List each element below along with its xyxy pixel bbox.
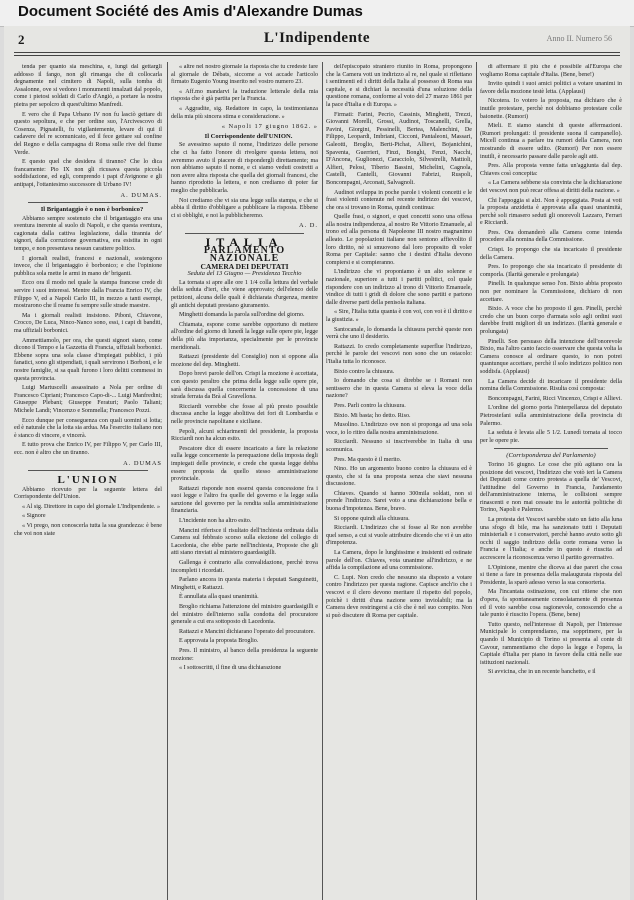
article-paragraph: « La Camera sebbene sia convinta che la dichiarazione dei vescovi non può recar offesa ai diritti della nazione. »: [480, 180, 622, 194]
article-paragraph: Invito quindi i suoi amici politici a votare unanimi in favore della mozione testè letta. (Applausi): [480, 81, 622, 95]
article-paragraph: Abbiamo sempre sostenuto che il brigantaggio era una sventura inerente al suolo di Napoli, e che questa sventura, cagionata dalla cattiva legislazione, dalla tirannia de' signori, dalla corruzione governativa, era esistita in ogni tempo, e non presentava nessun carattere politico.: [14, 215, 162, 253]
article-paragraph: Minghetti domanda la parola sull'ordine del giorno.: [179, 312, 305, 319]
column-4: [480, 64, 622, 900]
article-paragraph: Io domando che cosa si direbbe se i Romani non sentissero che in questa Camera si eleva la voce della nazione?: [326, 378, 472, 400]
article-paragraph: La tornata si apre alle ore 1 1/4 colla lettura del verbale della seduta d'ieri, che viene approvato; dell'elenco delle petizioni, alcuna delle quali è dichiarata d'urgenza, mentre gli antichi deputati prestano giuramento.: [171, 279, 318, 309]
column-divider: [476, 62, 477, 900]
section-heading-italia: ITALIA: [205, 234, 284, 249]
section-heading-union: L'UNION: [57, 474, 119, 487]
article-paragraph: Pres. Ma questo è il merito.: [334, 456, 402, 463]
article-paragraph: Pres. Il ministro, al banco della presidenza la seguente mozione:: [171, 647, 318, 662]
article-paragraph: Ricciardi. L'indirizzo che si fosse al Re non avrebbe quel senso, a cui si vuole attribuire dicendo che vi è un atto d'impotenza.: [326, 525, 472, 547]
article-paragraph: Pres. Ora domanderò alla Camera come intenda procedere alla nomina della Commissione.: [480, 229, 622, 244]
article-divider: [28, 202, 148, 203]
article-paragraph: « Aggradite, sig. Redattore in capo, la testimonianza della mia più sincera stima e considerazione. »: [171, 105, 318, 120]
article-paragraph: Chi l'appoggia si alzi. Non è appoggiata. Posta ai voti la proposta anzidetta è approvata alla quasi unanimità, perchè soli rimasero seduti gli onorevoli Lazzaro, Ferrari e Ricciardi.: [480, 197, 622, 227]
archive-banner-title: Document Société des Amis d'Alexandre Dumas: [18, 3, 363, 20]
article-paragraph: Tutto questo, nell'interesse di Napoli, per l'interesse Municipale lo comprendiamo, ma sopprimere, per la quando il Municipio di Torino si presenta al conte di Cavour, rammentiamo che dopo la legge e l'opera, la Capitale d'Italia per piano in favore della città nelle sue istituzioni nazionali.: [480, 621, 622, 666]
column-2: [171, 64, 318, 900]
column-divider: [167, 62, 168, 900]
article-paragraph: « Signore: [22, 513, 46, 520]
article-paragraph: « Aff.mo mandarvi la traduzione letterale della mia risposta che è già partita per la Francia.: [171, 88, 318, 103]
article-paragraph: Chiaves. Quando si hanno 300mila soldati, non si prende l'indirizzo. Sarei voto a una dichiarazione bella e buona d'impotenza. Bene, bravo.: [326, 490, 472, 513]
newspaper-page: [4, 26, 630, 900]
article-paragraph: « Sire, l'Italia tutta quanta è con voi, con voi è il diritto e la giustizia. »: [326, 309, 472, 323]
article-paragraph: Bixio contro la chiusura.: [334, 368, 395, 375]
article-paragraph: E tutto prova che Enrico IV, per Filippo V, per Carlo III, ecc. non è altro che un tiranno.: [14, 442, 162, 456]
article-paragraph: Torino 16 giugno. Le cose che più agitano ora la posizione dei vescovi, l'indirizzo che votò ieri la Camera dei Deputati come contro protesta a quella de' Vescovi, l'attitudine del Governo in Francia, l'andamento dell'amministrazione interna, le collisioni sempre rinascenti e non mai cessate tra le autorità politiche di Torino, Napoli e Palermo.: [480, 461, 622, 514]
article-paragraph: Noi crediamo che vi sia una legge sulla stampa, e che si abbia il diritto d'obbligare a pubblicare la risposta. Ebbene ci si obblighi, e noi la pubblicheremo.: [171, 197, 318, 219]
article-paragraph: L'ordine del giorno porta l'interpellanza del deputato Pietrostefani sulla amministrazione della provincia di Palermo.: [480, 405, 622, 427]
article-paragraph: « altre nel nostro giornale la risposta che tu credeste fare al giornale de Débats, siccome a voi accade l'articolo firmato Eugenio Young inserito nel vostro numero 23.: [171, 64, 318, 86]
article-paragraph: Luigi Martuscelli assassinato a Nola per ordine di Francesco Cipriani; Francesco Capo-di-... Luigi Manfredini; Giuseppe Plebani; Giuseppe Feraturi; Paolo Taliani; Michele Landi; Vincenzo e Sommella; Francesco Pozzi.: [14, 385, 162, 414]
section-subheading-camera: CAMERA DEI DEPUTATI: [200, 261, 289, 271]
article-paragraph: Ricciardi vorrebbe che fosse al più presto possibile discussa anche la legge abolitiva dei fori di Lombardia e nelle provincie napolitane e siciliane.: [171, 403, 318, 425]
article-paragraph: Nino. Ho un argomento buono contro la chiusura ed è questo, che si fa una proposta senza che siavi nessuna discussione.: [326, 466, 472, 488]
article-paragraph: Musolino. L'indirizzo ove non si proponga ad una sola voce, io lo ritiro dalla nostra amministrazione.: [326, 422, 472, 436]
article-paragraph: Rattazzi risponde non essersi questa concessione fra i suoi legge e l'altro fra quelle del governo e la legge sulla sanzione del governo per la rendita sulla amministrazione finanziaria.: [171, 485, 318, 515]
article-paragraph: La Camera decide di incaricare il presidente della nomina della Commissione. Risulta così composta:: [480, 378, 622, 393]
article-paragraph: Mancini riferisce il risultato dell'inchiesta ordinata dalla Camera sul febbraio scorso sulla elezione del collegio di Lacedonia, che ebbe parte nell'inchiesta, Proposte che gli atti siano rinviati al ministero guardasigilli.: [171, 527, 318, 557]
article-signature: A. D.: [298, 222, 318, 230]
article-paragraph: L'incidente non ha altro esito.: [179, 518, 252, 525]
corner-note: Anno II. Numero 56: [546, 34, 612, 43]
article-paragraph: Santocanale, lo domanda la chiusura perchè queste non verrà che uno il desiderio.: [326, 326, 472, 341]
article-paragraph: La seduta è levata alle 5 1/2. Lunedì tornata al tocco per le opere pie.: [480, 430, 622, 444]
article-paragraph: C. Lupi. Non credo che nessuno sia disposto a votare contro l'indirizzo per questa ragione. Capisce anch'io che i vescovi e il clero devono meritare il rispetto del popolo, poichè i diritti d'una nazione sono inviolabili; ma la Camera deve restringersi a ciò che è nel suo compito. Non si può discutere di Roma per capitale.: [326, 574, 472, 619]
article-paragraph: Ecco ora il modo nel quale la stampa francese crede di servire i suoi interessi. Mentre dalla Francia Enrico IV, che Filippo V, ed a Napoli Carlo III, in mezzo a tanti esempi, mostrarono che il reame fu sempre sulle strade maestre.: [14, 280, 162, 310]
article-paragraph: Si oppone quindi alla chiusura.: [334, 515, 410, 522]
article-paragraph: Pres. Alla proposta venne fatta un'aggiunta dal dep. Chiaves così concepita:: [480, 163, 622, 177]
article-paragraph: Pres. Io propongo che sia incaricato il presidente di comporla. (Ilarità generale e prolungata): [480, 264, 622, 278]
article-paragraph: La Camera, dopo le lunghissime e insistenti ed ostinate parole dell'on. Chiaves, vota unanime all'indirizzo, e ne affida la compilazione ad una commissione.: [326, 550, 472, 572]
article-paragraph: Ma l'incantata ostinazione, con cui ritiene che non d'opera, fa spontaneamente consolatamente di presenza ed il voto sarebbe cosa ragionevole, conoscendo che a tale punto è riuscito l'opera. (Bene, bene): [480, 589, 622, 619]
article-paragraph: di affermare il più che è possibile all'Europa che vogliamo Roma capitale d'Italia. (Bene, bene!): [480, 64, 622, 78]
column-1: [14, 64, 162, 900]
article-paragraph: « I sottoscritti, il fine di una dichiarazione: [179, 665, 282, 672]
archive-banner: [0, 0, 634, 27]
article-paragraph: L'indirizzo che vi proponiamo è un alto solenne e nazionale, superiore a tutti i partiti politici, col quale rispondere con un indirizzo al trono di Vittorio Emanuele, vindice di tutti i gridi di dolore che sono partiti e partono dalle diverse parti della penisola italiana.: [326, 269, 472, 306]
article-paragraph: Rattazzi (presidente del Consiglio) non si oppone alla mozione del dep. Minghetti.: [171, 354, 318, 368]
article-paragraph: « Vi prego, non conoscerla tutta la sua grandezza: è bene che voi non siate: [14, 523, 162, 537]
page-number: 2: [18, 32, 25, 47]
article-paragraph: Nicotera. Io votero la proposta, ma dichiaro che è inutile protestare, perchè noi dobbiamo protestare colle baionette. (Rumori): [480, 98, 622, 120]
article-paragraph: Boncompagni, Farini, Ricci Vincenzo, Crispi e Allievi.: [488, 395, 622, 402]
article-paragraph: Abbiamo ricevuto per la seguente lettera del Corrispondente dell'Union.: [14, 486, 162, 501]
article-paragraph: Pres. Parli contro la chiusura.: [334, 402, 406, 409]
article-paragraph: E questo quel che desidera il tiranno? Che lo dica francamente: Pio IX non gli ricusava questa piccola soddisfazione, ed egli, comprendo i papi d'Avignone e gli antipapi, l'ottantesimo successore di Urbano IV!: [14, 159, 162, 188]
article-paragraph: È annullata alla quasi unanimità.: [179, 594, 259, 601]
article-paragraph: Ma i giornali realisti insistono. Piboni, Chiavone, Crocco, De Luca, Ninco-Nanco sono, essi, i capi di banditi, ma uffiziali borbonici.: [14, 312, 162, 334]
article-paragraph: Broglio richiama l'attenzione del ministro guardasigilli e del ministro dell'interno sulla condotta del procuratore generale a cui era sottoposto di Lacedonia.: [171, 604, 318, 626]
article-paragraph: Si avvicina, che in un recente banchetto, e il: [488, 669, 596, 676]
article-signature: A. DUMAS: [123, 459, 162, 467]
article-paragraph: I giornali realisti, francesi e nazionali, sostengono invece, che il brigantaggio è borbonico; e che l'opinione pubblica sola mette le armi in mano de' briganti.: [14, 255, 162, 277]
article-paragraph: Gallenga è contrario alla convalidazione, perchè trova incompleti i ricordati.: [171, 560, 318, 574]
column-divider: [322, 62, 323, 900]
article-paragraph: Crispi. Io propongo che sia incaricato il presidente della Camera.: [480, 247, 622, 261]
article-paragraph: Quelle frasi, o signori, e quei concetti sono una offesa alla nostra indipendenza, al nostro Re Vittorio Emanuele, al trono ed alla persona di Napoleone III nostro magnanimo alleato. Le popolazioni italiane non sentono affievolito il loro diritto, nè si smuovono dal loro proposito di voler Roma per Capitale: sanno che i destini d'Italia devono compiersi e si compieranno.: [326, 214, 472, 266]
article-paragraph: Parlano ancora in questa materia i deputati Sanguinetti, Minghetti, e Rattazzi.: [171, 577, 318, 591]
letter-date: « Napoli 17 giugno 1862. »: [221, 123, 318, 131]
article-paragraph: Firmati: Farini, Pecrio, Cassinis, Minghetti, Trezzi, Giovanni Morelli, Grossi, Audinot, Toscanelli, Grella, Pavini, Giorgini, Pessinelli, Bertea, Malenchini, De Filippo, Leopardi, Imbriani, Cicconi, Pantaleoni, Massari, Galeotti, Broglio, Berti-Pichat, Allievi, Bojanichini, Spaventa, Guerrieri, Finzi, Bonghi, Fenzi, Nacchi, D'Ancona, Guglionezi, Caracciolo, Silvestrelli, Mattioli, Alfieri, Pelosi, Tiberio Bassini, Michelini, Cagnola, Castelli, Cantelli, Giovanni Fabrizi, Ruspoli, Boncompagni, Arconati, Salvagnoli.: [326, 111, 472, 186]
article-paragraph: Pinelli. Son persuaso della intenzione dell'onorevole Bixio, ma l'altro canto faccio osservare che questa volta la Camera conosce al ordinare questo, io non potrei quantunque accettare, perchè il solo indirizzo politico non soddisfa. (Applausi): [480, 338, 622, 375]
article-paragraph: dell'episcopato straniero riunito in Roma, propongono che la Camera voti un indirizzo al re, nel quale si riflettano i sentimenti ed i diritti della Italia al possesso di Roma sua capitale, e si dichiari la necessità d'una soluzione della questione romana, conforme al voto del 27 marzo 1861 per la pace d'Italia e di Europa. »: [326, 64, 472, 108]
article-paragraph: L'Opinione, mentre che diceva ai due pareri che cosa si tiene a fare in presenza della malaugurata risposta del Presidente, la sparò adesso verso la sua consorteria.: [480, 564, 622, 586]
column-3: [326, 64, 472, 900]
session-line: Seduta del 13 Giugno — Presidenza Tecchio: [187, 270, 302, 278]
article-paragraph: Se avessimo saputo il nome, l'indirizzo delle persone che ci ha fatto l'onore di rivolgere questa lettera, noi avremmo avuto il piacere di rispondergli direttamente; ma non abbiamo saputo il nome, e ci siamo veduti costretti a non avere altra risposta che quella dei giornali francesi, che hanno riprodotto la lettera, e non crediamo di poter far meglio che pubblicarla.: [171, 142, 318, 194]
article-title: Il Brigantaggio è o non è borbonico?: [40, 206, 144, 214]
article-paragraph: tenda per quanto sia meschina, e, lungi dal gettargli addosso il fango, non gli rimanga che di collocarla degnamente nel cimitero di Napoli, sulla tomba di Assalonne, ove si vedono i monumenti innalzati dal popolo, come i pietosi soldati di Carlo d'Angiò, a portare la nostra pietra per sepolcro di quest'ultimo Manfredi.: [14, 64, 162, 108]
article-divider: [185, 233, 304, 234]
masthead: L'Indipendente: [263, 30, 371, 46]
article-signature: A. DUMAS.: [120, 191, 162, 199]
article-paragraph: Ecco dunque per conseguenza con quali uomini si lotta; ed è naturale che la lotta sia ardua. Ma l'esercito italiano non è stanco di vincere, e vincerà.: [14, 417, 162, 439]
header-rule-secondary: [14, 55, 620, 56]
article-paragraph: Ricciardi. Nessuno si inscriverebbe in Italia di una scomunica.: [326, 439, 472, 453]
article-divider: [494, 448, 608, 449]
article-paragraph: Audinot sviluppa in poche parole i violenti concetti e le frasi violenti contenute nel recente indirizzo dei vescovi, che ora si trovano in Roma, quindi continua:: [326, 189, 472, 211]
article-paragraph: La protesta dei Vescovi sarebbe stato un fatto alla luna una sfogo di bile, ma ha sanzionato tutti i Deputati ministeriali e i conservatori, perchè hanno avuto sotto gli occhi il saggio indirizzo della corte romana verso la Francia e l'Italia; e anche in questo è riuscita ad accrescere la riconoscenza verso il partito governativo.: [480, 517, 622, 562]
article-paragraph: Chiamata, espone come sarebbe opportuno di mettere all'ordine del giorno di lunedì la legge sulle opere pie, legge della più alta importanza, specialmente per le provincie meridionali.: [171, 321, 318, 351]
article-paragraph: Rattazzi. Io credo completamente superflue l'indirizzo, perchè le parole dei vescovi non sono che un ostacolo: l'Italia tutta lo riconosce.: [326, 343, 472, 365]
article-paragraph: E approvata la proposta Broglio.: [179, 638, 259, 645]
article-paragraph: Bixio. A voce che ho proposto il gen. Pinelli, perchè credo che un buon corpo d'armata solo agli ordini suoi darebbe frutti migliori di un indirizzo. (Ilarità generale e prolungata): [480, 306, 622, 335]
article-paragraph: « Al sig. Direttore in capo del giornale L'Indipendente. »: [22, 503, 160, 510]
article-paragraph: Bixio. Mi basta; ho detto. Riso.: [334, 412, 411, 419]
article-divider: [28, 470, 148, 471]
header-rule: [14, 52, 620, 53]
article-paragraph: Dopo brevi parole dell'on. Crispi la mozione è accettata, con questo peraltro che prima della legge sulle opere pie, sarà discussa quella concernente la concessione di una strada ferrata da Brà al Gravellona.: [171, 371, 318, 401]
correspondence-heading: (Corrispondenza del Parlamento): [506, 452, 596, 460]
article-paragraph: Pepoli, alcuni schiarimenti del presidente, la proposta Ricciardi non ha alcun esito.: [171, 428, 318, 443]
article-paragraph: Mieli. E siamo stanchi di queste affermazioni. (Rumori prolungati: il presidente suona il campanello). Micell continua a parlare tra rumori della Camera, non mostrando di essere udito. (Rumori) Per non essere inutili, è necessario passare dalle parole agli atti.: [480, 123, 622, 160]
article-paragraph: E vero che il Papa Urbano IV non fu lasciò gettare di questo sepoltura, e che per ordine suo, l'Arcivescovo di Cosenza, Pignatelli, fu vigilantemente, levare di qui il cadavere del re scomunicato, ed il fece gettare sul confine del Regno e della campagna di Roma sulle rive del fiume Verde.: [14, 111, 162, 156]
article-paragraph: Ammettiamolo, per ora, che questi signori siano, come dicono il Tempo e la Gazzetta di Francia, uffiziali borbonici. Ebbene sopra una sola classe d'impiegati pubblici, i più fanatici, sono gli stipendiati, i quali servirono i Borboni, e le nostre famiglie, si sa quali furono i loro delitti commessi in questa provincia.: [14, 337, 162, 382]
article-paragraph: Pinelli. In qualunque senso l'on. Bixio abbia proposto non per nominare la Commissione, dichiaro di non accettare.: [480, 281, 622, 303]
article-paragraph: Pescatore dice di essere incaricato a fare la relazione sulla legge concernente la perequazione della imposta degli impiegati delle provincie, e crede che questa legge debba essere proposta da quello stesso amministrazione provinciale.: [171, 445, 318, 483]
article-paragraph: Rattazzi e Mancini dichiarano l'operato del procuratore.: [179, 628, 315, 635]
correspondent-title: Il Corrispondente dell'UNION.: [204, 132, 293, 140]
section-heading-parlamento: PARLAMENTO NAZIONALE: [203, 245, 286, 265]
